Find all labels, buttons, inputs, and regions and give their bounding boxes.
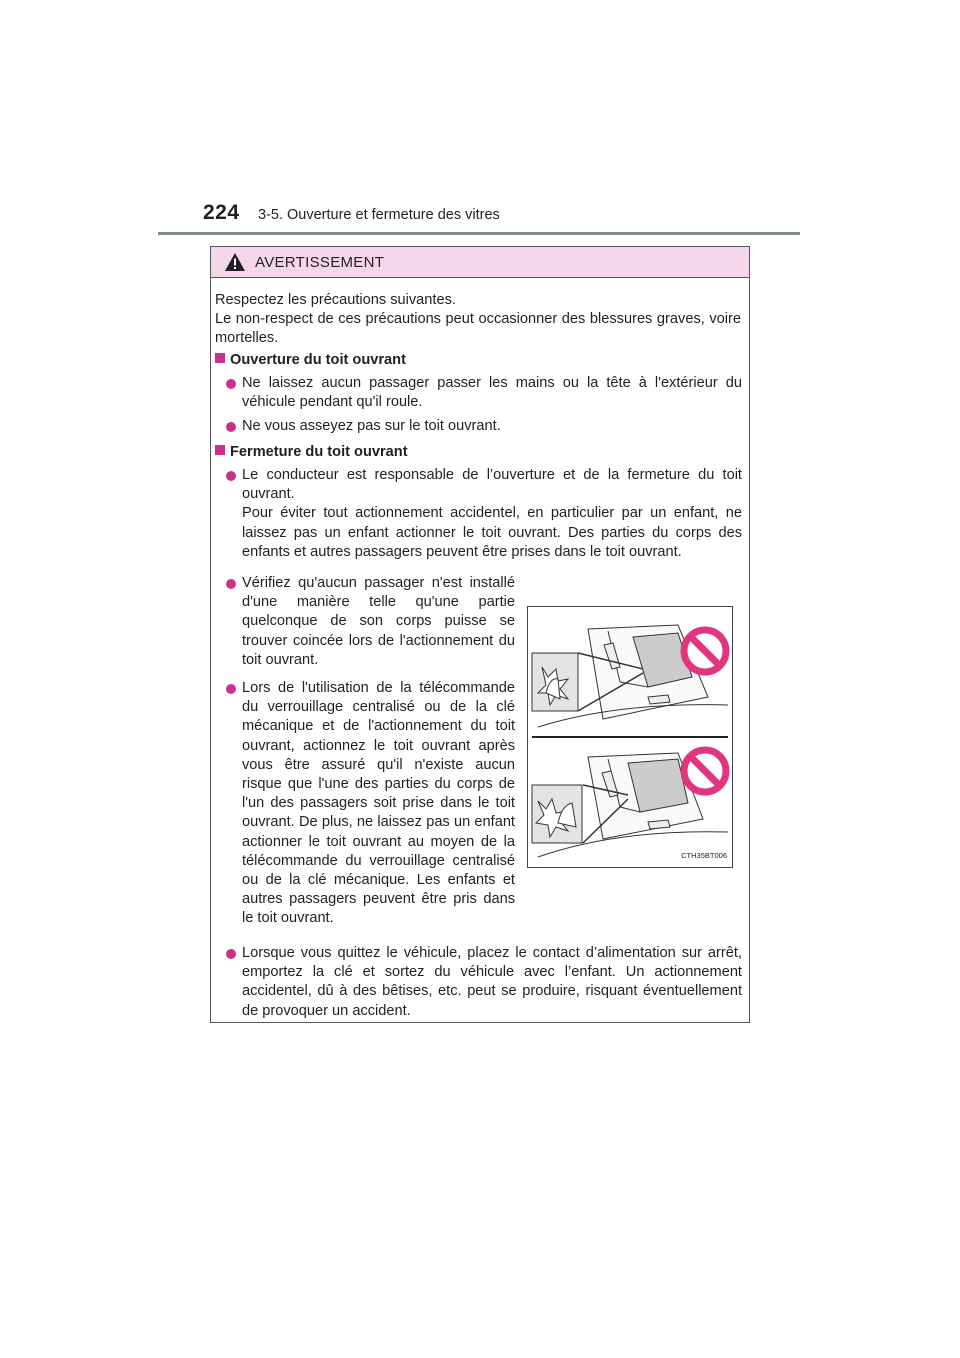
page-number: 224 <box>203 201 240 224</box>
sunroof-illustration <box>527 606 733 868</box>
illustration-code: CTH35BT006 <box>681 850 727 860</box>
warning-triangle-icon <box>224 252 246 272</box>
bullet-dot-icon <box>226 684 236 694</box>
bullet-text: Ne vous asseyez pas sur le toit ouvrant. <box>242 418 501 434</box>
square-bullet-icon <box>215 445 225 455</box>
header-rule <box>158 232 800 235</box>
bullet-dot-icon <box>226 379 236 389</box>
bullet-text: Lorsque vous quittez le véhicule, placez le contact d’alimentation sur arrêt, emportez la clé et sortez du véhicule avec l’enfant. Un actionnement accidentel, dû à des bêtises, etc. peut se produire, risquant éventuellement de provoquer un accident. <box>242 945 742 1019</box>
bullet-dot-icon <box>226 579 236 589</box>
bullet-dot-icon <box>226 471 236 481</box>
square-bullet-icon <box>215 353 225 363</box>
bullet-dot-icon <box>226 949 236 959</box>
bullet-text: Ne laissez aucun passager passer les mains ou la tête à l'extérieur du véhicule pendant qu'il roule. <box>242 375 742 411</box>
intro-text: Respectez les précautions suivantes. Le non-respect de ces précautions peut occasionner des blessures graves, voire mortelles. <box>215 292 741 347</box>
section-title: 3-5. Ouverture et fermeture des vitres <box>258 207 500 223</box>
sunroof-drawing <box>528 607 732 867</box>
warning-title: AVERTISSEMENT <box>255 253 385 271</box>
warning-box <box>210 246 750 1023</box>
bullet-dot-icon <box>226 422 236 432</box>
heading-opening: Ouverture du toit ouvrant <box>215 351 406 370</box>
bullet-text: Lors de l'utilisation de la télécommande du verrouillage centralisé ou de la clé mécanique et de l'actionnement du toit ouvrant, actionnez le toit ouvrant après vous être assuré qu'il n'existe aucun risque que l'une des parties du corps de l'un des passagers soit prise dans le toit ouvrant. De plus, ne laissez pas un enfant actionner le toit ouvrant au moyen de la télécommande du verrouillage centralisé ou de la clé mécanique. Les enfants et autres passagers peuvent être pris dans le toit ouvrant. <box>242 680 515 927</box>
warning-header <box>211 247 749 278</box>
bullet-text: Le conducteur est responsable de l’ouverture et de la fermeture du toit ouvrant. Pour éviter tout actionnement accidentel, en particulier par un enfant, ne laissez pas un enfant actionner le toit ouvrant. Des parties du corps des enfants et autres passagers peuvent être prises dans le toit ouvrant. <box>242 467 742 560</box>
warning-body <box>211 278 749 1022</box>
heading-closing: Fermeture du toit ouvrant <box>215 443 408 462</box>
bullet-text: Vérifiez qu'aucun passager n'est installé d'une manière telle qu'une partie quelconque de son corps puisse se trouver coincée lors de l'actionnement du toit ouvrant. <box>242 575 515 668</box>
